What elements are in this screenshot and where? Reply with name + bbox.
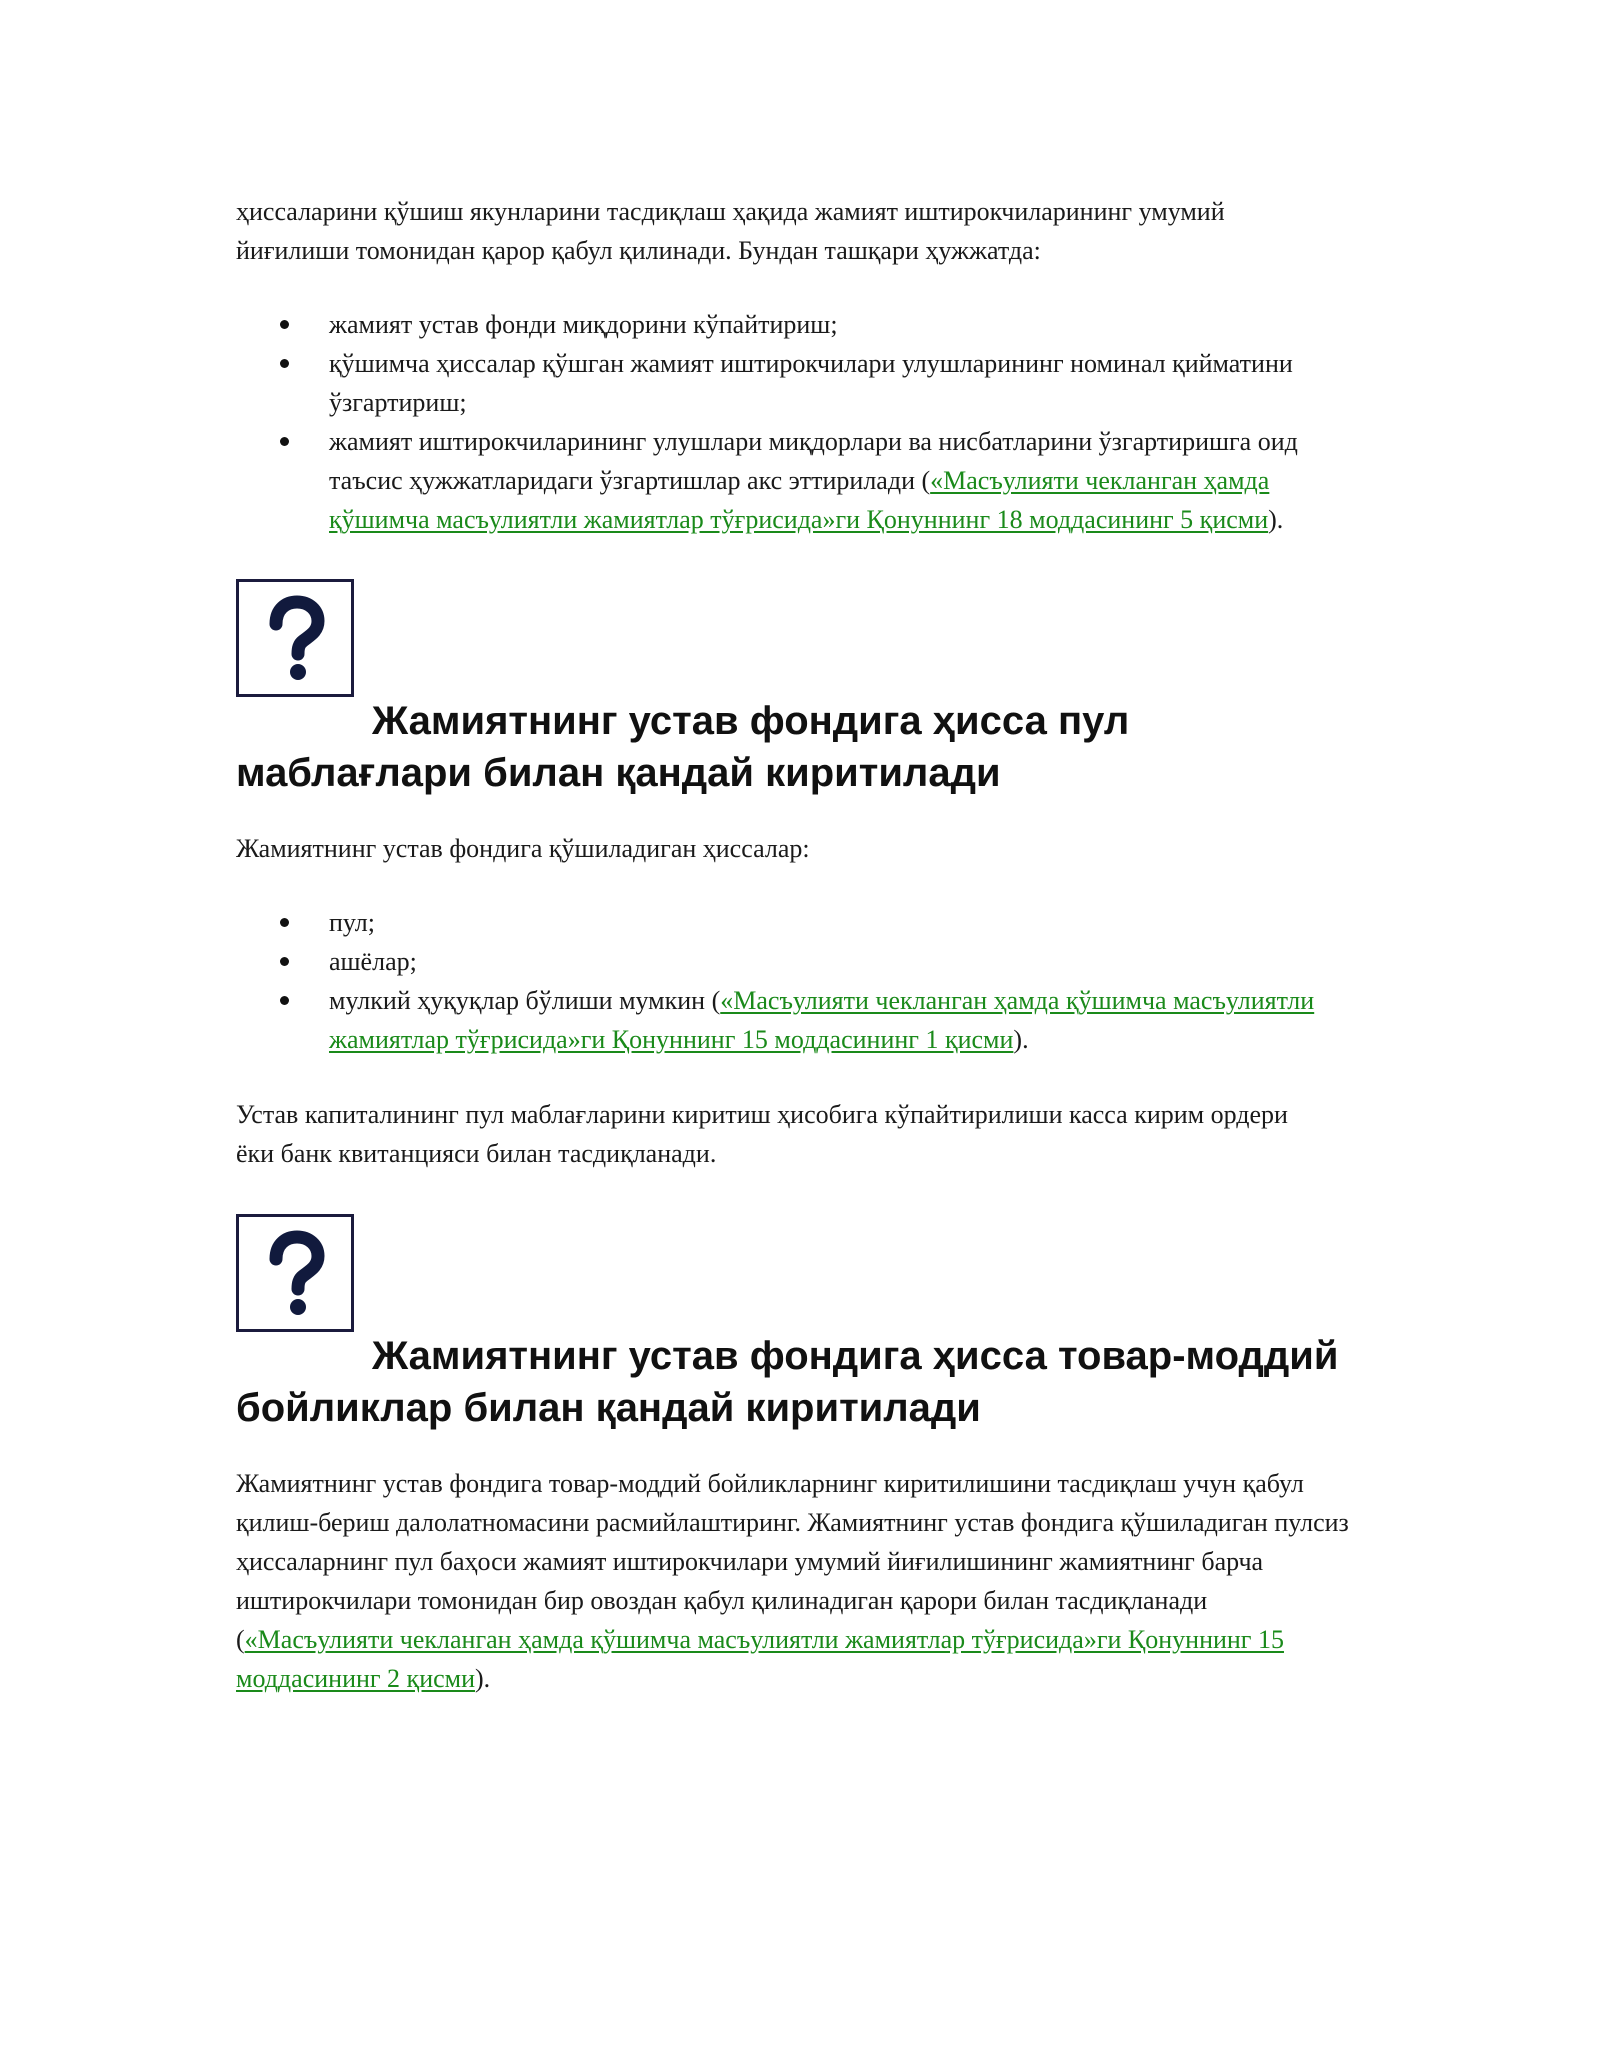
list-item	[236, 981, 1366, 1059]
document-page	[236, 192, 1366, 1698]
body-tail: ).	[475, 1664, 491, 1693]
section-heading: Жамиятнинг устав фондига ҳисса товар-моддий бойликлар билан қандай киритилади	[236, 1334, 1339, 1430]
list-item-text: мулкий ҳуқуқлар бўлиши мумкин (	[329, 986, 721, 1015]
intro-paragraph	[236, 192, 1366, 270]
list-item	[236, 344, 1366, 422]
list-item-tail: ).	[1268, 505, 1284, 534]
list-item	[236, 903, 1366, 942]
contribution-types-list	[236, 903, 1366, 1059]
list-item	[236, 422, 1366, 539]
question-mark-icon	[236, 1214, 354, 1332]
list-item	[236, 305, 1366, 344]
body-text: Жамиятнинг устав фондига товар-моддий бойликларнинг киритилишини тасдиқлаш учун қабул қилиш-бериш далолатномасини расмийлаштиринг. Жамиятнинг устав фондига қўшиладиган пулсиз ҳиссаларнинг пул баҳоси жамият иштирокчилари умумий йиғилишининг жамиятнинг барча иштирокчилари томонидан бир овоздан қабул қилинадиган қарори билан тасдиқланади (	[236, 1469, 1349, 1654]
law-reference-link[interactable]: «Масъулияти чекланган ҳамда қўшимча масъулиятли жамиятлар тўғрисида»ги Қонуннинг 15 моддасининг 2 қисми	[236, 1625, 1284, 1693]
bullet-icon	[280, 996, 289, 1005]
closing-paragraph: Устав капиталининг пул маблағларини киритиш ҳисобига кўпайтирилиши касса кирим ордери ёки банк квитанцияси билан тасдиқланади.	[236, 1100, 1288, 1168]
list-item-text: жамият устав фонди миқдорини кўпайтириш;	[329, 310, 838, 339]
law-reference-link[interactable]: «Масъулияти чекланган ҳамда қўшимча масъулиятли жамиятлар тўғрисида»ги Қонуннинг 18 моддасининг 5 қисми	[329, 466, 1270, 534]
list-item-text: жамият иштирокчиларининг улушлари миқдорлари ва нисбатларини ўзгартиришга оид таъсис ҳужжатларидаги ўзгартишлар акс эттирилади (	[329, 427, 1298, 495]
section-lead: Жамиятнинг устав фондига қўшиладиган ҳиссалар:	[236, 834, 810, 863]
question-mark-icon	[236, 579, 354, 697]
intro-line-1: ҳиссаларини қўшиш якунларини тасдиқлаш ҳақида жамият иштирокчиларининг умумий	[236, 197, 1225, 226]
bullet-icon	[280, 359, 289, 368]
law-reference-link[interactable]: «Масъулияти чекланган ҳамда қўшимча масъулиятли жамиятлар тўғрисида»ги Қонуннинг 15 моддасининг 1 қисми	[329, 986, 1315, 1054]
list-item-text: ашёлар;	[329, 947, 417, 976]
section-body	[236, 1464, 1366, 1698]
bullet-icon	[280, 957, 289, 966]
intro-line-2: йиғилиши томонидан қарор қабул қилинади. Бундан ташқари ҳужжатда:	[236, 236, 1041, 265]
changes-list	[236, 305, 1366, 539]
list-item-text: қўшимча ҳиссалар қўшган жамият иштирокчилари улушларининг номинал қийматини ўзгартириш;	[329, 349, 1293, 417]
section-heading: Жамиятнинг устав фондига ҳисса пул маблағлари билан қандай киритилади	[236, 699, 1130, 795]
bullet-icon	[280, 918, 289, 927]
list-item	[236, 942, 1366, 981]
bullet-icon	[280, 320, 289, 329]
list-item-tail: ).	[1013, 1025, 1029, 1054]
bullet-icon	[280, 437, 289, 446]
list-item-text: пул;	[329, 908, 375, 937]
